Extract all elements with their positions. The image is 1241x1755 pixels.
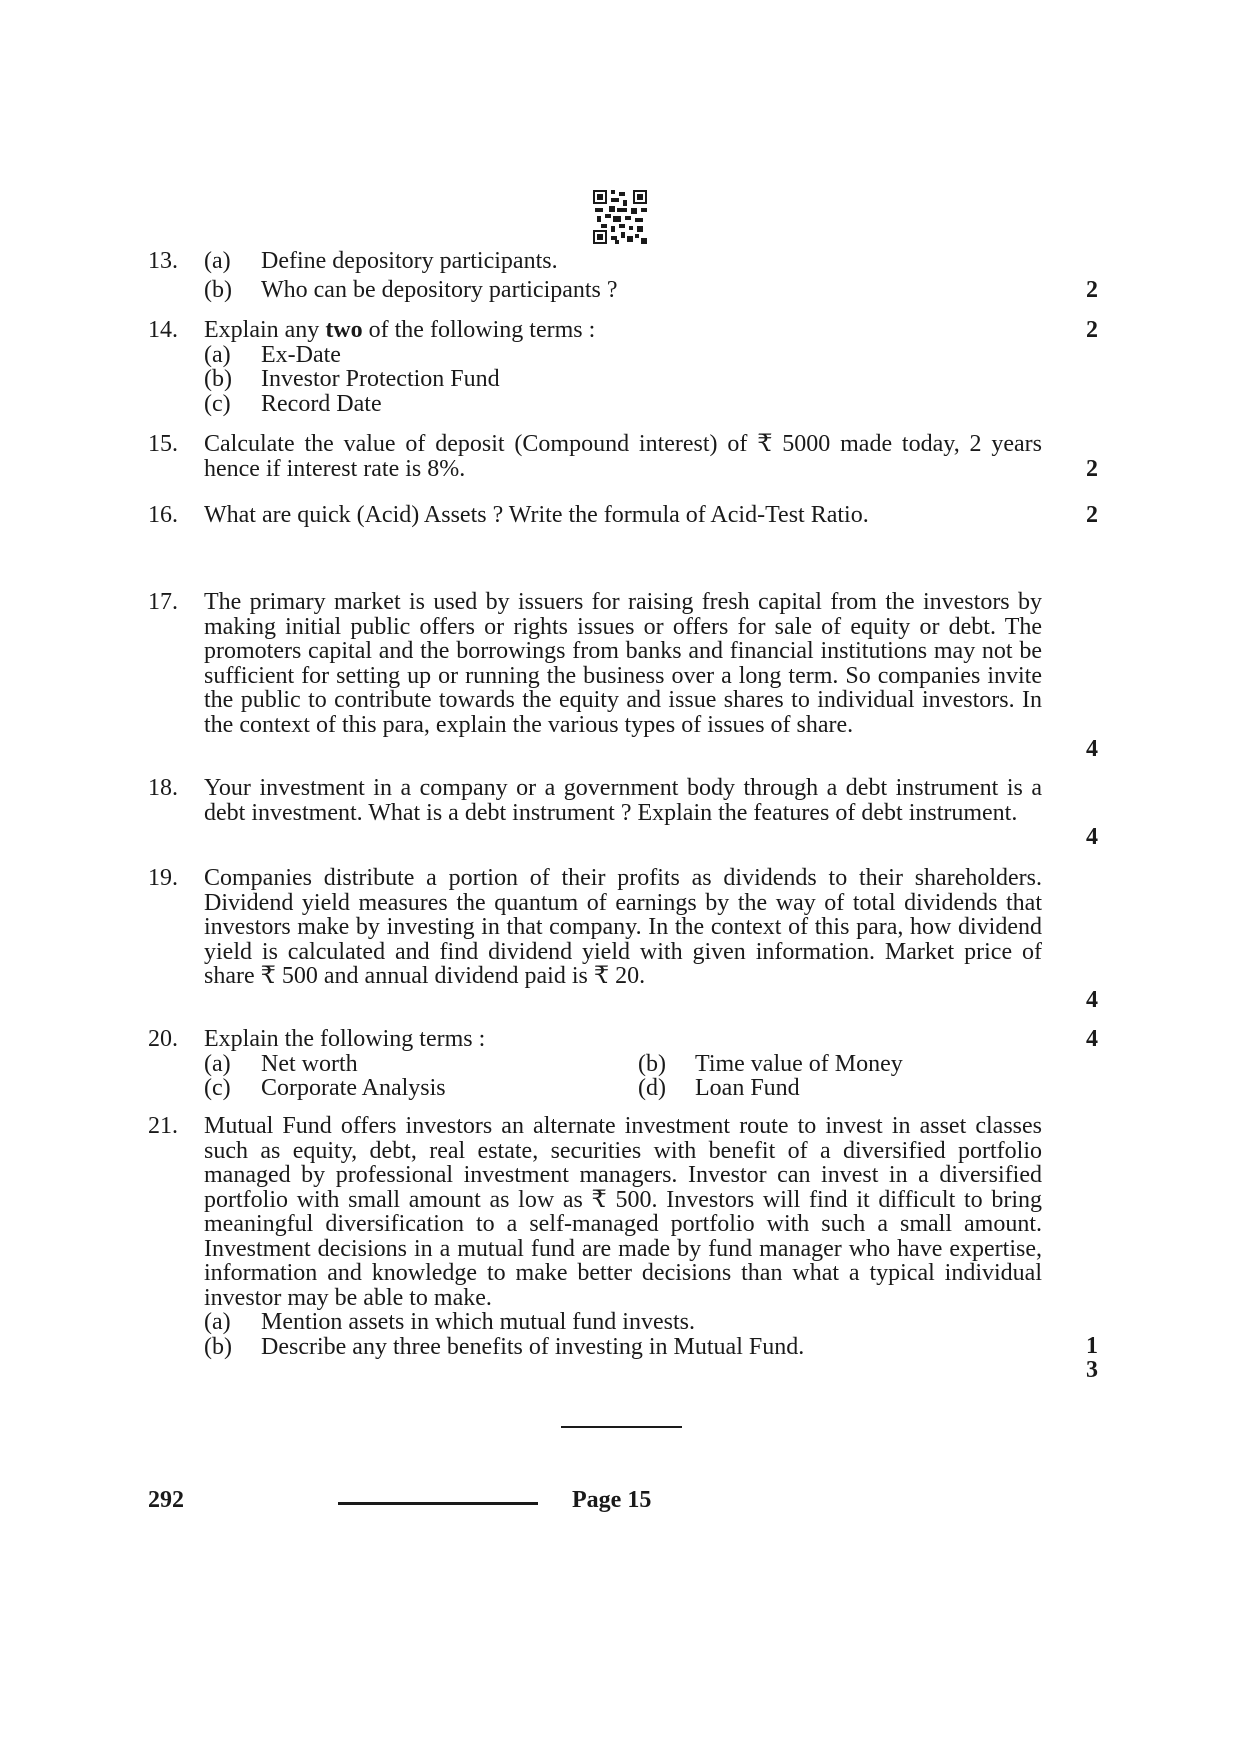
marks: 2 — [1086, 317, 1098, 343]
subpart-label: (a) — [204, 1309, 231, 1335]
question-body — [204, 866, 1042, 989]
subpart-b — [204, 367, 1042, 392]
question-number: 15. — [148, 431, 178, 457]
question-body — [204, 1114, 1042, 1359]
question-number: 19. — [148, 865, 178, 891]
subpart-b — [204, 1335, 1042, 1360]
subpart-c — [204, 392, 1042, 417]
subpart-text: Loan Fund — [695, 1075, 800, 1101]
question-intro — [204, 318, 1042, 343]
subpart-row-1 — [204, 1052, 1042, 1077]
subpart-label: (d) — [638, 1075, 666, 1101]
marks: 2 — [1086, 456, 1098, 482]
question-body — [204, 432, 1042, 481]
subpart-a — [204, 1310, 1042, 1335]
subpart-text: Time value of Money — [695, 1050, 903, 1077]
paper-code: 292 — [148, 1487, 184, 1513]
subpart-label: (b) — [204, 1333, 232, 1360]
subpart-label: (b) — [638, 1050, 666, 1077]
subpart-text: Net worth — [261, 1050, 358, 1077]
question-text: Your investment in a company or a government body through a debt instrument is a debt investment. What is a debt instrument ? Explain the features of debt instrument. — [204, 775, 1042, 826]
question-number: 20. — [148, 1026, 178, 1052]
question-text: The primary market is used by issuers for raising fresh capital from the investors by making initial public offers or rights issues or offers for sale of equity or debt. The promoters capital and the borrowings from banks and financial institutions may not be sufficient for setting up or running the business over a long term. So companies invite the public to contribute towards the equity and issue shares to individual investors. In the context of this para, explain the various types of issues of share. — [204, 589, 1042, 738]
question-text: What are quick (Acid) Assets ? Write the formula of Acid-Test Ratio. — [204, 502, 869, 528]
subpart-b — [204, 278, 1042, 303]
question-text: Mutual Fund offers investors an alternate investment route to invest in asset classes such as equity, debt, real estate, securities with benefit of a diversified portfolio managed by professional investment managers. Investor can invest in a diversified portfolio with small amount as low as ₹ 500. Investors will find it difficult to bring meaningful diversification to a self-managed portfolio with such a small amount. Investment decisions in a mutual fund are made by fund manager who have expertise, information and knowledge to make better decisions than what a typical individual investor may be able to make. — [204, 1113, 1042, 1311]
subpart-a — [204, 249, 1042, 274]
subpart-text: Mention assets in which mutual fund invests. — [261, 1309, 695, 1335]
intro-text: Explain the following terms : — [204, 1026, 486, 1052]
subpart-label: (a) — [204, 341, 231, 368]
footer-divider — [338, 1502, 538, 1505]
question-number: 17. — [148, 589, 178, 615]
marks: 4 — [1086, 987, 1098, 1013]
end-divider — [561, 1426, 682, 1428]
question-number: 18. — [148, 775, 178, 801]
marks: 4 — [1086, 736, 1098, 762]
question-text: Calculate the value of deposit (Compound interest) of ₹ 5000 made today, 2 years hence if interest rate is 8%. — [204, 431, 1042, 482]
subpart-label: (c) — [204, 390, 231, 417]
subpart-text: Who can be depository participants ? — [261, 276, 618, 303]
question-number: 16. — [148, 502, 178, 528]
marks: 2 — [1086, 277, 1098, 303]
subpart-text: Ex-Date — [261, 341, 341, 368]
intro-emphasis: two — [325, 317, 363, 343]
question-number: 14. — [148, 317, 178, 343]
marks: 4 — [1086, 1026, 1098, 1052]
question-body — [204, 1027, 1042, 1101]
question-number: 13. — [148, 248, 178, 274]
subpart-label: (a) — [204, 248, 231, 274]
marks-a: 1 — [1086, 1333, 1098, 1359]
question-body — [204, 590, 1042, 737]
question-body — [204, 318, 1042, 416]
marks: 2 — [1086, 502, 1098, 528]
intro-text: Explain any — [204, 317, 326, 343]
subpart-a — [204, 343, 1042, 368]
qr-code-icon — [593, 190, 647, 244]
subpart-row-2 — [204, 1076, 1042, 1101]
marks-b: 3 — [1086, 1357, 1098, 1383]
question-intro — [204, 1027, 1042, 1052]
subpart-text: Describe any three benefits of investing in Mutual Fund. — [261, 1333, 805, 1360]
question-body — [204, 249, 1042, 302]
question-body — [204, 503, 1042, 528]
subpart-label: (c) — [204, 1075, 231, 1101]
subpart-text: Corporate Analysis — [261, 1075, 446, 1101]
page-number: Page 15 — [572, 1487, 652, 1513]
subpart-text: Define depository participants. — [261, 248, 558, 274]
subpart-label: (b) — [204, 366, 232, 392]
marks: 4 — [1086, 824, 1098, 850]
question-number: 21. — [148, 1113, 178, 1139]
subpart-label: (a) — [204, 1050, 231, 1077]
question-body — [204, 776, 1042, 825]
subpart-text: Record Date — [261, 390, 382, 417]
intro-text: of the following terms : — [362, 317, 596, 343]
subpart-label: (b) — [204, 276, 232, 303]
subpart-text: Investor Protection Fund — [261, 366, 500, 392]
question-text: Companies distribute a portion of their profits as dividends to their shareholders. Dividend yield measures the quantum of earnings by the way of total dividends that investors make by investing in that company. In the context of this para, how dividend yield is calculated and find dividend yield with given information. Market price of share ₹ 500 and annual dividend paid is ₹ 20. — [204, 865, 1042, 989]
